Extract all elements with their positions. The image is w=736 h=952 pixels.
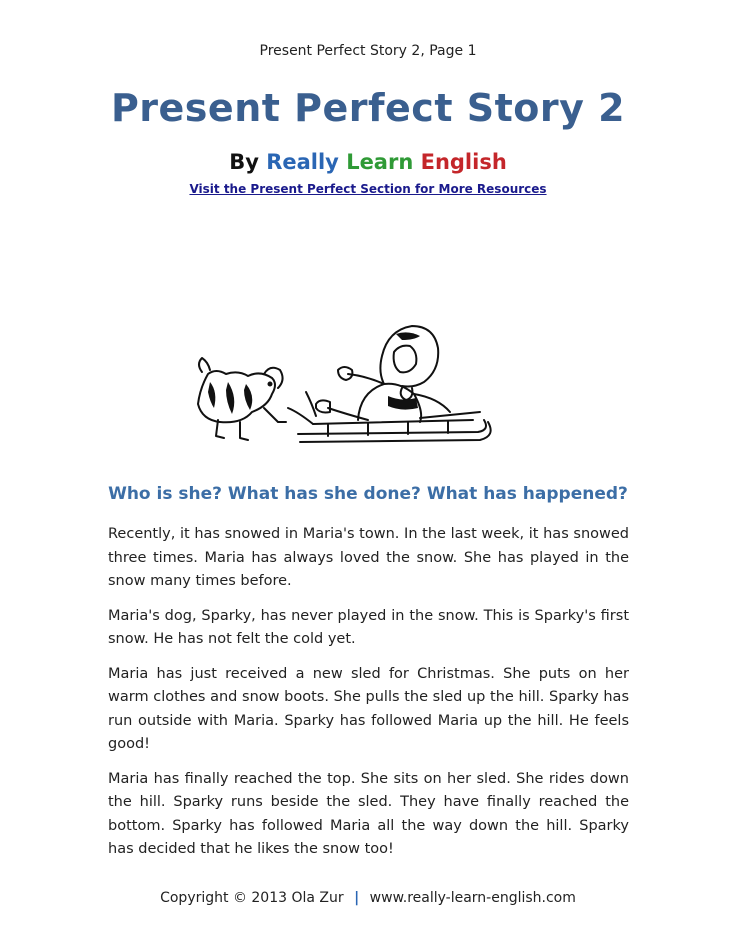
story-paragraph: Recently, it has snowed in Maria's town. In the last week, it has snowed three times. Maria has always loved the snow. She has played in the snow many times before.	[108, 526, 629, 589]
footer-separator: |	[354, 890, 360, 906]
website-link[interactable]: www.really-learn-english.com	[369, 890, 576, 906]
story-paragraph: Maria's dog, Sparky, has never played in the snow. This is Sparky's first snow. He has not felt the cold yet.	[108, 607, 629, 647]
byline	[0, 150, 736, 174]
story-question: Who is she? What has she done? What has happened?	[108, 484, 628, 504]
byline-by: By	[229, 150, 259, 174]
story-paragraph: Maria has finally reached the top. She sits on her sled. She rides down the hill. Sparky runs beside the sled. They have finally reached the bottom. Sparky has followed Maria all the way down the hill. Sparky has decided that he likes the snow too!	[108, 770, 629, 857]
page-header: Present Perfect Story 2, Page 1	[259, 43, 477, 59]
page-footer	[0, 890, 736, 906]
girl-on-sled-with-dog-illustration	[188, 312, 528, 460]
copyright-text: Copyright © 2013 Ola Zur	[160, 890, 344, 906]
byline-word-english: English	[420, 150, 507, 174]
byline-word-learn: Learn	[346, 150, 414, 174]
resources-link[interactable]: Visit the Present Perfect Section for More Resources	[189, 182, 547, 196]
story-paragraph: Maria has just received a new sled for Christmas. She puts on her warm clothes and snow boots. She pulls the sled up the hill. Sparky has run outside with Maria. Sparky has followed Maria up the hill. He feels good!	[108, 665, 629, 752]
byline-word-really: Really	[266, 150, 339, 174]
page-title: Present Perfect Story 2	[110, 86, 626, 130]
story-body	[108, 523, 629, 873]
